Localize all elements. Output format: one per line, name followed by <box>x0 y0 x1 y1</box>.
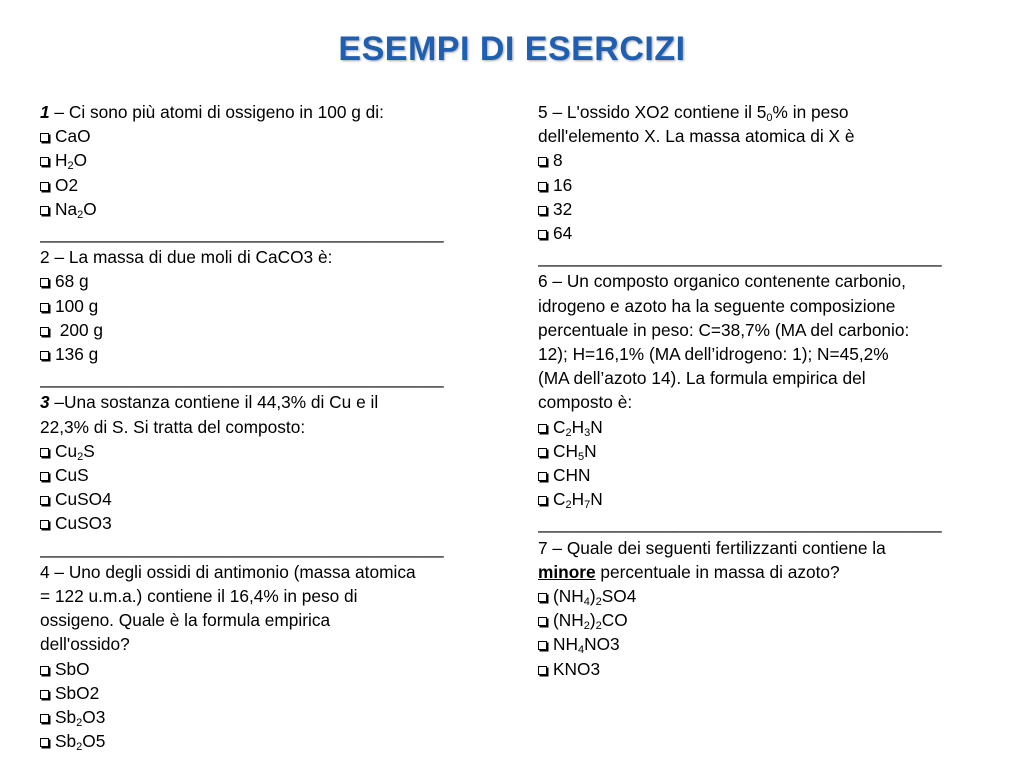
checkbox-icon[interactable] <box>40 690 49 699</box>
checkbox-icon[interactable] <box>40 520 49 529</box>
option[interactable] <box>40 124 480 148</box>
checkbox-icon[interactable] <box>538 496 547 505</box>
question-3-text-line2: 22,3% di S. Si tratta del composto: <box>40 416 306 437</box>
separator-line: __________________________________________ <box>40 223 444 244</box>
question-5-text: 5 – L'ossido XO2 contiene il $5_0\%$ in peso <box>538 102 849 124</box>
option-label: $Na_2O$ <box>55 198 97 221</box>
option-label: CHN <box>553 465 591 486</box>
question-3 <box>40 390 480 414</box>
question-4-line: 4 – Uno degli ossidi di antimonio (massa atomica <box>40 561 416 582</box>
option-label: 200 g <box>55 319 104 340</box>
option-label: 100 g <box>55 295 99 316</box>
option-label: $C_2H_3N$ <box>553 416 603 439</box>
checkbox-icon[interactable] <box>538 206 547 215</box>
checkbox-icon[interactable] <box>538 472 547 481</box>
option-label: $C_2H_7N$ <box>553 489 603 512</box>
option-label: $Cu_2S$ <box>55 440 95 463</box>
checkbox-icon[interactable] <box>40 278 49 287</box>
question-7-line2 <box>538 560 978 584</box>
checkbox-icon[interactable] <box>40 303 49 312</box>
option-label: $CH_5N$ <box>553 440 597 463</box>
question-3-number: 3 <box>40 392 50 413</box>
option[interactable] <box>40 173 480 197</box>
question-7-line2-rest: percentuale in massa di azoto? <box>595 561 840 582</box>
separator-line: __________________________________________ <box>538 247 942 268</box>
question-2 <box>40 245 480 269</box>
checkbox-icon[interactable] <box>40 351 49 360</box>
option-label: $(NH_4)_2SO4$ <box>553 586 637 609</box>
option[interactable] <box>40 269 480 293</box>
option-label: 32 <box>553 198 573 219</box>
question-6-line: (MA dell’azoto 14). La formula empirica del <box>538 368 866 389</box>
option-label: 136 g <box>55 344 99 365</box>
checkbox-icon[interactable] <box>40 327 49 336</box>
option[interactable] <box>40 463 480 487</box>
option-label: O2 <box>55 174 79 195</box>
option[interactable] <box>40 657 480 681</box>
option-label: $H_2O$ <box>55 150 88 173</box>
question-7-line1: 7 – Quale dei seguenti fertilizzanti contiene la <box>538 537 886 558</box>
option-label: KNO3 <box>553 658 601 679</box>
option-label: 8 <box>553 150 563 171</box>
separator-line: __________________________________________ <box>40 368 444 389</box>
checkbox-icon[interactable] <box>40 738 49 747</box>
question-4-line: = 122 u.m.a.) contiene il 16,4% in peso di <box>40 586 358 607</box>
option-label: CuSO4 <box>55 489 112 510</box>
question-5-line1 <box>538 100 978 124</box>
question-4-line: dell'ossido? <box>40 634 130 655</box>
left-column <box>40 100 480 753</box>
question-6-line: idrogeno e azoto ha la seguente composizione <box>538 295 896 316</box>
page-title: ESEMPI DI ESERCIZI <box>338 30 686 68</box>
option-label: CaO <box>55 126 91 147</box>
checkbox-icon[interactable] <box>40 714 49 723</box>
option[interactable] <box>538 439 978 463</box>
checkbox-icon[interactable] <box>40 206 49 215</box>
checkbox-icon[interactable] <box>40 182 49 191</box>
option[interactable] <box>538 415 978 439</box>
checkbox-icon[interactable] <box>538 182 547 191</box>
option-label: $NH_4NO3$ <box>553 634 620 657</box>
checkbox-icon[interactable] <box>538 593 547 602</box>
checkbox-icon[interactable] <box>40 448 49 457</box>
right-column <box>538 100 978 681</box>
checkbox-icon[interactable] <box>538 424 547 433</box>
option[interactable] <box>538 173 978 197</box>
question-1 <box>40 100 480 124</box>
checkbox-icon[interactable] <box>40 472 49 481</box>
option[interactable] <box>538 197 978 221</box>
option-label: $(NH_2)_2CO$ <box>553 610 628 633</box>
question-2-text: 2 – La massa di due moli di CaCO3 è: <box>40 247 333 268</box>
question-1-number: 1 <box>40 102 50 122</box>
option[interactable] <box>40 705 480 729</box>
option[interactable] <box>40 318 480 342</box>
checkbox-icon[interactable] <box>538 617 547 626</box>
option-label: 16 <box>553 174 573 195</box>
checkbox-icon[interactable] <box>538 641 547 650</box>
option[interactable] <box>538 221 978 245</box>
option[interactable] <box>40 681 480 705</box>
option[interactable] <box>40 487 480 511</box>
checkbox-icon[interactable] <box>40 496 49 505</box>
checkbox-icon[interactable] <box>538 230 547 239</box>
option[interactable] <box>538 148 978 172</box>
checkbox-icon[interactable] <box>40 666 49 675</box>
question-6-line: percentuale in peso: C=38,7% (MA del carbonio: <box>538 319 910 340</box>
option-label: 64 <box>553 223 573 244</box>
checkbox-icon[interactable] <box>538 666 547 675</box>
option[interactable] <box>40 197 480 221</box>
option-label: CuS <box>55 465 89 486</box>
option[interactable] <box>538 463 978 487</box>
option[interactable] <box>538 657 978 681</box>
question-6-line: 6 – Un composto organico contenente carbonio, <box>538 271 906 292</box>
option[interactable] <box>40 294 480 318</box>
question-7-emphasis: minore <box>538 561 596 582</box>
separator-line: __________________________________________ <box>40 537 444 558</box>
question-6-line: 12); H=16,1% (MA dell’idrogeno: 1); N=45,2% <box>538 344 889 365</box>
option-label: $Sb_2O5$ <box>55 731 106 754</box>
option[interactable] <box>40 511 480 535</box>
question-3-text-line1: –Una sostanza contiene il 44,3% di Cu e il <box>49 392 379 413</box>
option-label: CuSO3 <box>55 513 112 534</box>
option[interactable] <box>40 439 480 463</box>
option-label: SbO2 <box>55 682 100 703</box>
separator-line: __________________________________________ <box>538 513 942 534</box>
question-1-text: – Ci sono più atomi di ossigeno in 100 g di: <box>49 102 384 122</box>
checkbox-icon[interactable] <box>40 157 49 166</box>
option-label: $Sb_2O3$ <box>55 707 106 730</box>
question-6-line: composto è: <box>538 392 633 413</box>
option[interactable] <box>538 584 978 608</box>
checkbox-icon[interactable] <box>538 448 547 457</box>
option[interactable] <box>538 487 978 511</box>
checkbox-icon[interactable] <box>538 157 547 166</box>
option[interactable] <box>538 632 978 656</box>
option[interactable] <box>40 342 480 366</box>
question-5-line2: dell'elemento X. La massa atomica di X è <box>538 126 855 147</box>
option[interactable] <box>538 608 978 632</box>
option-label: 68 g <box>55 271 89 292</box>
option[interactable] <box>40 148 480 172</box>
option-label: SbO <box>55 658 90 679</box>
checkbox-icon[interactable] <box>40 133 49 142</box>
question-4-line: ossigeno. Quale è la formula empirica <box>40 610 331 631</box>
option[interactable] <box>40 729 480 753</box>
